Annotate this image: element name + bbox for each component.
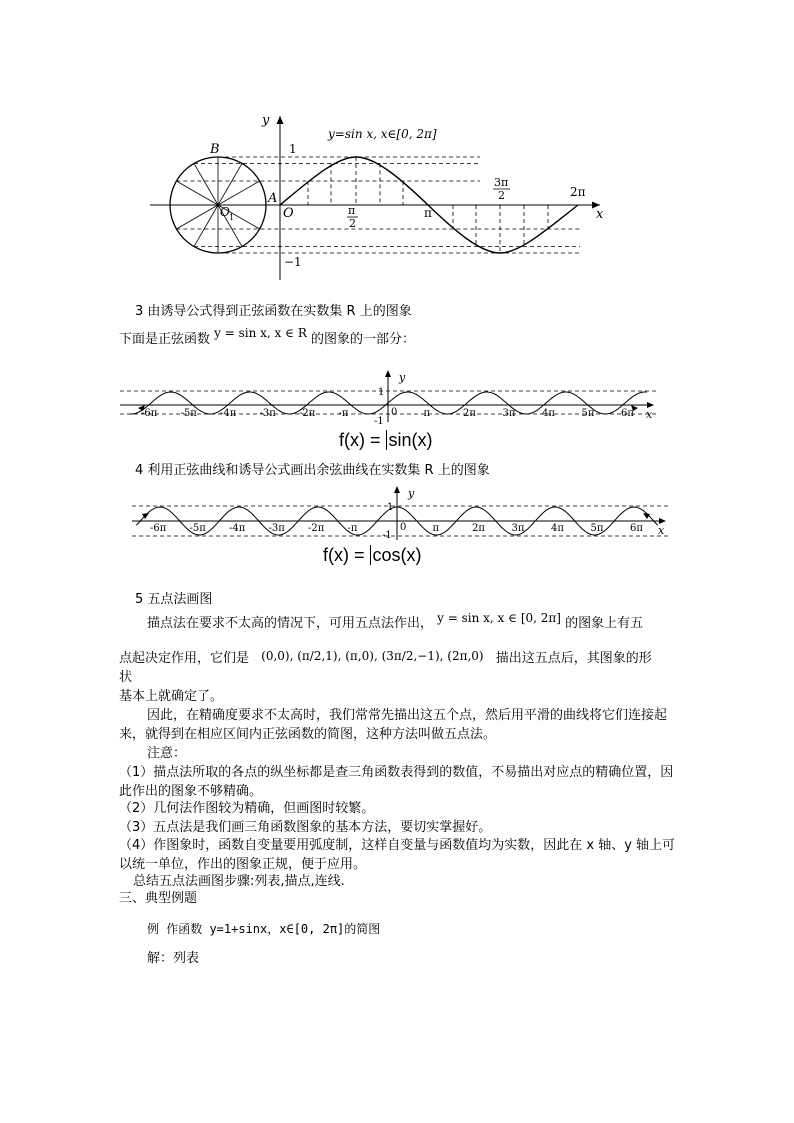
fig1-label-O1-sub: 1 <box>229 213 235 222</box>
fig1-tick-minus1: −1 <box>284 255 302 269</box>
sine-unit-circle-figure <box>150 108 620 288</box>
cos-graph <box>130 484 670 542</box>
section3-intro-suffix: 的图象的一部分： <box>311 332 416 347</box>
sin-graph-label-y: y <box>399 371 406 384</box>
cos-tick-pos-2: 2π <box>472 523 485 534</box>
fig1-tick-3pi-over-2-num: 3π <box>494 176 509 189</box>
cos-tick-pos-3: 3π <box>511 523 525 534</box>
sin-graph <box>118 368 658 424</box>
fig1-label-B: B <box>210 142 220 157</box>
cos-tick-neg-3: -3π <box>268 523 285 534</box>
cos-caption-left: f(x) = <box>323 545 365 565</box>
section5-p1-prefix: 描点法在要求不太高的情况下，可用五点法作出， <box>147 616 434 631</box>
section3-heading: 3 由诱导公式得到正弦函数在实数集 R 上的图象 <box>135 304 412 319</box>
cos-tick-pos-6: 6π <box>630 523 643 534</box>
sin-caption-left: f(x) = <box>339 430 381 450</box>
section5-p4: 因此，在精确度要求不太高时，我们常常先描出这五个点，然后用平滑的曲线将它们连接起来，就得到在相应区间内正弦函数的简图，这种方法叫做五点法。 <box>119 708 668 742</box>
cos-graph-label-y: y <box>408 487 415 500</box>
fig1-tick-1: 1 <box>289 142 297 156</box>
sin-tick-neg-5: -5π <box>180 408 197 419</box>
cos-graph-label-1: 1 <box>387 502 394 513</box>
cos-tick-neg-5: -5π <box>189 523 206 534</box>
sin-caption-right: sin(x) <box>386 430 433 450</box>
sin-tick-neg-1: -π <box>338 408 349 419</box>
fig1-tick-pi-over-2-num: π <box>348 204 356 217</box>
section5-p1 <box>147 611 644 632</box>
section5-p3: 基本上就确定了。 <box>119 689 224 704</box>
cos-tick-pos-4: 4π <box>551 523 564 534</box>
cos-tick-pos-1: π <box>432 523 440 534</box>
fig1-label-O: O <box>283 206 294 221</box>
cos-graph-label-minus1: -1 <box>382 530 392 541</box>
sin-tick-pos-2: 2π <box>463 408 476 419</box>
sin-graph-label-x: x <box>646 408 653 421</box>
section5-note1: （1）描点法所取的各点的纵坐标都是查三角函数表得到的数值，不易描出对应点的精确位置，因此作出的图象不够精确。 <box>119 765 674 799</box>
y-axis-arrow <box>277 116 284 124</box>
cos-graph-label-0: 0 <box>400 522 407 533</box>
cos-tick-pos-5: 5π <box>590 523 604 534</box>
sin-tick-pos-1: π <box>423 408 431 419</box>
section5-note-title: 注意： <box>147 746 187 761</box>
cos-tick-neg-4: -4π <box>229 523 246 534</box>
section4-heading: 4 利用正弦曲线和诱导公式画出余弦曲线在实数集 R 上的图象 <box>135 463 490 478</box>
sin-tick-neg-6: -6π <box>141 408 158 419</box>
fig1-tick-3pi-over-2-den: 2 <box>498 189 505 202</box>
fig1-tick-2pi: 2π <box>570 185 586 199</box>
example-1: 例 作函数 y=1+sinx，x∈[0, 2π]的简图 <box>147 922 381 936</box>
sin-graph-label-1: 1 <box>378 387 385 398</box>
sin-tick-neg-2: -2π <box>299 408 316 419</box>
sin-tick-neg-3: -3π <box>259 408 276 419</box>
sin-tick-pos-5: 5π <box>581 408 595 419</box>
sin-tick-pos-6: 6π <box>621 408 634 419</box>
section5-p2 <box>119 650 652 667</box>
fig1-label-x: x <box>596 207 604 222</box>
cos-caption-right: cos(x) <box>370 545 422 565</box>
section5-p1-formula: y = sin x, x ∈ [0, 2π] <box>437 611 561 625</box>
cos-tick-neg-1: -π <box>347 523 358 534</box>
sin-tick-neg-4: -4π <box>220 408 237 419</box>
section5-note4: （4）作图象时，函数自变量要用弧度制，这样自变量与函数值均为实数，因此在 x 轴、y 轴上可以统一单位，作出的图象正规，便于应用。 <box>119 838 676 872</box>
cos-graph-caption <box>323 545 422 565</box>
cos-tick-neg-6: -6π <box>150 523 167 534</box>
section5-heading: 5 五点法画图 <box>135 592 213 607</box>
cos-graph-label-x: x <box>658 524 665 537</box>
example-solution: 解：列表 <box>147 951 200 966</box>
section5-p2-points: (0,0), (π/2,1), (π,0), (3π/2,−1), (2π,0) <box>261 649 484 663</box>
section5-note3: （3）五点法是我们画三角函数图象的基本方法，要切实掌握好。 <box>119 820 492 835</box>
examples-heading: 三、典型例题 <box>119 891 198 906</box>
fig1-label-A: A <box>268 191 278 206</box>
section3-intro-prefix: 下面是正弦函数 <box>119 332 211 347</box>
section5-p1-suffix: 的图象上有五 <box>565 616 644 631</box>
section5-p2-tail: 状 <box>119 670 133 685</box>
fig1-formula: y=sin x, x∈[0, 2π] <box>328 127 437 141</box>
section5-p2-prefix: 点起决定作用，它们是 <box>119 651 250 666</box>
section5-note2: （2）几何法作图较为精确，但画图时较繁。 <box>119 801 375 816</box>
fig1-tick-pi-over-2-den: 2 <box>349 217 356 230</box>
fig1-tick-pi: π <box>424 206 432 220</box>
cos-tick-neg-2: -2π <box>308 523 325 534</box>
sin-graph-label-0: 0 <box>391 407 398 418</box>
sin-graph-caption <box>339 430 433 450</box>
section3-intro <box>119 326 416 348</box>
section3-intro-formula: y = sin x, x ∈ R <box>214 326 307 340</box>
section5-summary: 总结五点法画图步骤:列表,描点,连线. <box>133 874 345 889</box>
fig1-label-O1: O <box>220 205 230 219</box>
sin-graph-label-minus1: -1 <box>374 416 384 424</box>
sin-tick-pos-3: 3π <box>502 408 516 419</box>
fig1-label-y: y <box>262 113 270 128</box>
section5-p2-suffix: 描出这五点后，其图象的形 <box>495 651 652 666</box>
sin-tick-pos-4: 4π <box>542 408 555 419</box>
